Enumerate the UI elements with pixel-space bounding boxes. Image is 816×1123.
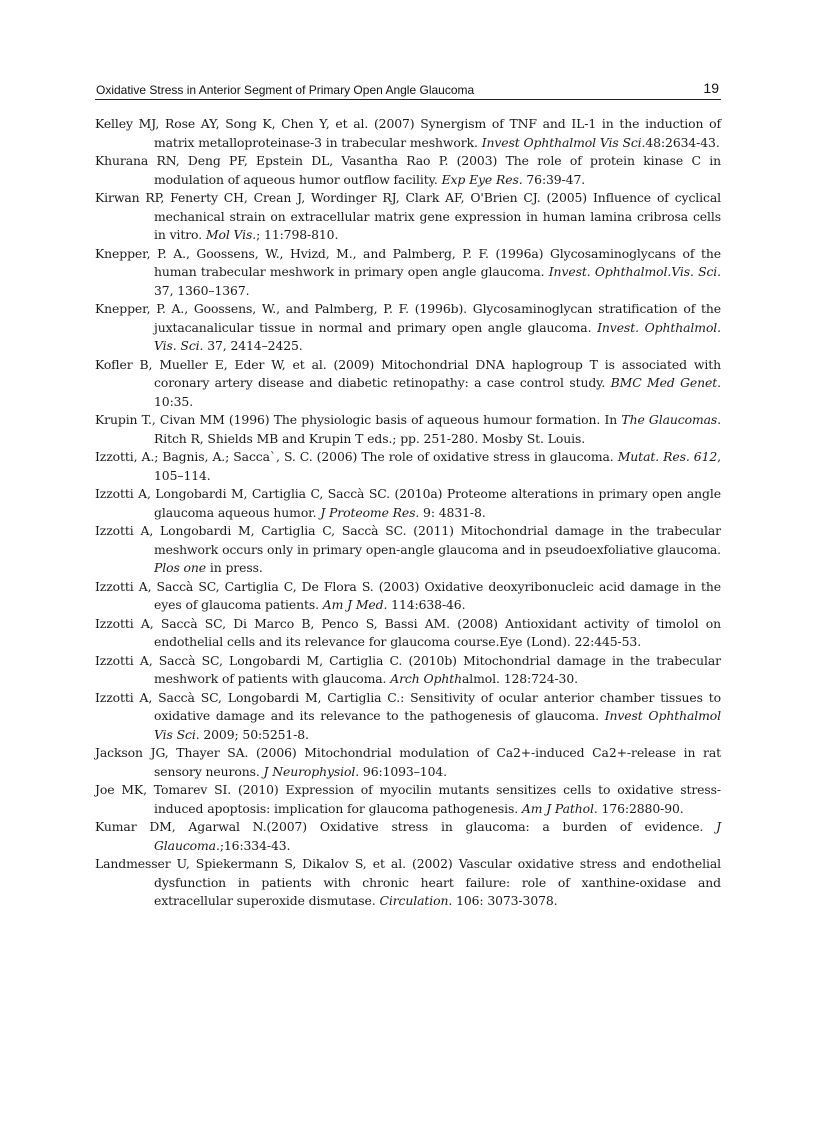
reference-details: . 176:2880-90. bbox=[593, 800, 684, 816]
reference-journal: Mol Vis. bbox=[205, 227, 257, 242]
reference-details: . 10:35. bbox=[154, 375, 721, 409]
reference-details: 37, 1360–1367. bbox=[154, 282, 250, 298]
reference-list bbox=[95, 115, 721, 911]
reference-text: Izzotti A, Saccà SC, Longobardi M, Cartiglia C.: Sensitivity of ocular anterior chamber tissues to oxidative damage and its relevance to the pathogenesis of glaucoma. bbox=[95, 689, 721, 723]
reference-item bbox=[95, 411, 721, 448]
reference-details: almol. 128:724-30. bbox=[462, 671, 578, 686]
reference-item bbox=[95, 855, 721, 911]
reference-journal: Invest Ophthalmol Vis Sci bbox=[154, 708, 721, 742]
reference-item bbox=[95, 652, 721, 689]
reference-text: Izzotti A, Saccà SC, Di Marco B, Penco S, Bassi AM. (2008) Antioxidant activity of timolol on endothelial cells and its relevance for glaucoma course.Eye (Lond). 22:445-53. bbox=[95, 615, 721, 649]
reference-journal: Invest. Ophthalmol. Vis. Sci. bbox=[154, 319, 722, 353]
reference-item bbox=[95, 689, 721, 745]
reference-details: 48:2634-43. bbox=[645, 134, 720, 150]
reference-item bbox=[95, 578, 721, 615]
reference-details: , 105–114. bbox=[154, 449, 721, 483]
reference-text: Landmesser U, Spiekermann S, Dikalov S, et al. (2002) Vascular oxidative stress and endothelial dysfunction in patients with chronic heart failure: role of xanthine-oxidase and extracellular superoxide dismutase. bbox=[95, 856, 721, 908]
reference-text: Knepper, P. A., Goossens, W., and Palmberg, P. F. (1996b). Glycosaminoglycan stratification of the juxtacanalicular tissue in normal and primary open angle glaucoma. bbox=[95, 301, 721, 335]
reference-item bbox=[95, 356, 721, 412]
reference-item bbox=[95, 448, 721, 485]
reference-details: 37, 2414–2425. bbox=[203, 338, 303, 353]
reference-journal: J Proteome Res bbox=[320, 504, 416, 520]
reference-journal: Am J Med. bbox=[322, 597, 388, 612]
running-title: Oxidative Stress in Anterior Segment of Primary Open Angle Glaucoma bbox=[96, 83, 475, 97]
reference-journal: J Neurophysiol bbox=[263, 763, 356, 779]
reference-item bbox=[95, 300, 721, 356]
running-header bbox=[95, 79, 721, 100]
reference-text: Jackson JG, Thayer SA. (2006) Mitochondrial modulation of Ca2+-induced Ca2+-release in rat sensory neurons. bbox=[95, 745, 721, 779]
reference-journal: The Glaucomas bbox=[621, 412, 718, 427]
reference-details: 76:39-47. bbox=[522, 171, 586, 187]
reference-item bbox=[95, 781, 721, 818]
reference-journal: J Glaucoma. bbox=[154, 819, 721, 853]
reference-details: ;16:334-43. bbox=[219, 837, 291, 853]
reference-text: Izzotti A, Longobardi M, Cartiglia C, Saccà SC. (2011) Mitochondrial damage in the trabecular meshwork occurs only in primary open-angle glaucoma and in pseudoexfoliative glaucoma. bbox=[95, 523, 721, 557]
reference-item bbox=[95, 485, 721, 522]
reference-item bbox=[95, 615, 721, 652]
reference-journal: Plos one bbox=[154, 560, 207, 575]
reference-text: Izzotti, A.; Bagnis, A.; Sacca`, S. C. (2006) The role of oxidative stress in glaucoma. bbox=[95, 449, 618, 464]
reference-item bbox=[95, 115, 721, 152]
reference-text: Kofler B, Mueller E, Eder W, et al. (2009) Mitochondrial DNA haplogroup T is associated with coronary artery disease and diabetic retinopathy: a case control study. bbox=[95, 356, 721, 390]
reference-journal: Arch Ophth bbox=[390, 671, 462, 686]
reference-details: . 96:1093–104. bbox=[355, 763, 447, 779]
reference-text: Izzotti A, Saccà SC, Longobardi M, Cartiglia C. (2010b) Mitochondrial damage in the trabecular meshwork of patients with glaucoma. bbox=[95, 652, 721, 686]
reference-text: Knepper, P. A., Goossens, W., Hvizd, M., and Palmberg, P. F. (1996a) Glycosaminoglycans of the human trabecular meshwork in primary open angle glaucoma. bbox=[95, 245, 721, 279]
reference-details: in press. bbox=[206, 560, 263, 575]
reference-details: . 9: 4831-8. bbox=[415, 504, 486, 520]
reference-details: ; 11:798-810. bbox=[256, 227, 339, 242]
reference-journal: Am J Pathol bbox=[521, 800, 594, 816]
reference-item bbox=[95, 152, 721, 189]
reference-details: . 2009; 50:5251-8. bbox=[195, 726, 309, 742]
reference-item bbox=[95, 245, 721, 301]
reference-journal: Invest. Ophthalmol.Vis. Sci. bbox=[548, 264, 721, 279]
reference-journal: Exp Eye Res. bbox=[441, 171, 523, 187]
reference-text: Izzotti A, Longobardi M, Cartiglia C, Saccà SC. (2010a) Proteome alterations in primary open angle glaucoma aqueous humor. bbox=[95, 486, 721, 520]
reference-details: . 106: 3073-3078. bbox=[448, 893, 558, 908]
reference-item bbox=[95, 818, 721, 855]
reference-text: Kelley MJ, Rose AY, Song K, Chen Y, et al. (2007) Synergism of TNF and IL-1 in the induction of matrix metalloproteinase-3 in trabecular meshwork. bbox=[95, 116, 721, 150]
reference-journal: Mutat. Res. 612 bbox=[617, 449, 718, 464]
reference-text: Kumar DM, Agarwal N.(2007) Oxidative stress in glaucoma: a burden of evidence. bbox=[95, 819, 717, 834]
reference-item bbox=[95, 522, 721, 578]
reference-journal: BMC Med Genet bbox=[610, 375, 718, 390]
reference-text: Krupin T., Civan MM (1996) The physiologic basis of aqueous humour formation. In bbox=[95, 412, 622, 427]
reference-text: Joe MK, Tomarev SI. (2010) Expression of myocilin mutants sensitizes cells to oxidative stress-induced apoptosis: implication for glaucoma pathogenesis. bbox=[95, 782, 721, 816]
reference-journal: Circulation bbox=[379, 893, 449, 908]
reference-text: Khurana RN, Deng PF, Epstein DL, Vasantha Rao P. (2003) The role of protein kinase C in modulation of aqueous humor outflow facility. bbox=[95, 153, 721, 187]
reference-text: Kirwan RP, Fenerty CH, Crean J, Wordinger RJ, Clark AF, O'Brien CJ. (2005) Influence of cyclical mechanical strain on extracellular matrix gene expression in human lamina cribrosa cells in vitro. bbox=[95, 190, 721, 242]
reference-text: Izzotti A, Saccà SC, Cartiglia C, De Flora S. (2003) Oxidative deoxyribonucleic acid damage in the eyes of glaucoma patients. bbox=[95, 578, 721, 612]
reference-details: 114:638-46. bbox=[387, 597, 466, 612]
page-number: 19 bbox=[703, 80, 719, 96]
reference-details: . Ritch R, Shields MB and Krupin T eds.; pp. 251-280. Mosby St. Louis. bbox=[154, 412, 722, 446]
reference-item bbox=[95, 744, 721, 781]
reference-item bbox=[95, 189, 721, 245]
reference-journal: Invest Ophthalmol Vis Sci. bbox=[481, 134, 646, 150]
